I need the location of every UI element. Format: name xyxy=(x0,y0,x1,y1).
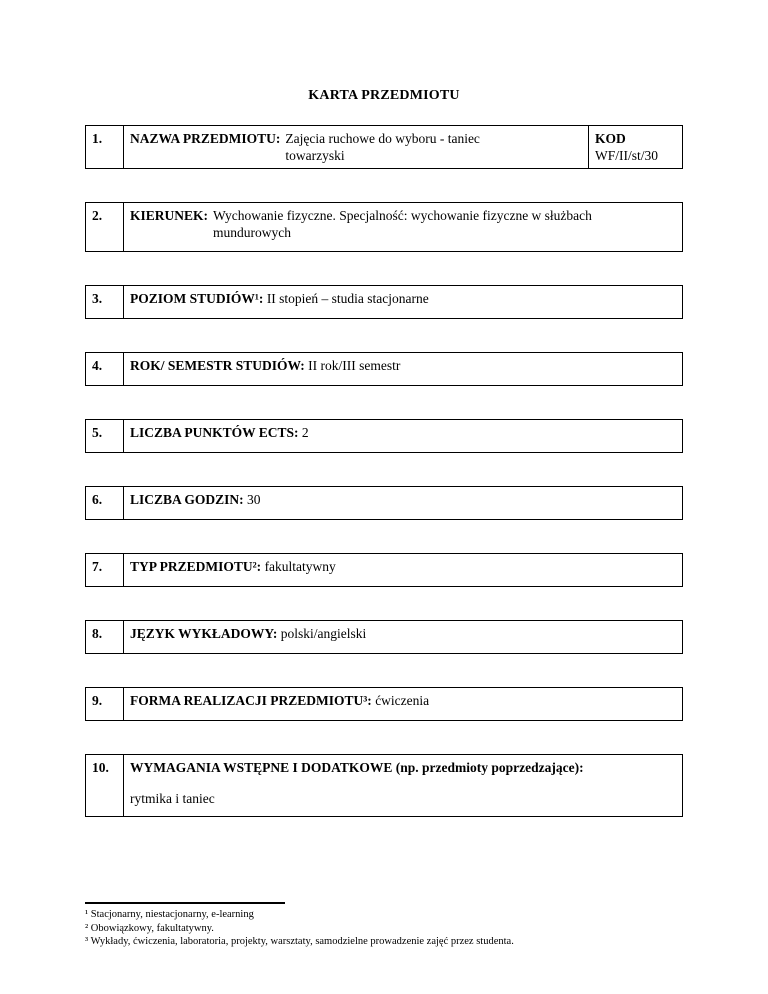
row-number: 4. xyxy=(86,353,124,386)
row-table-8 xyxy=(85,620,683,654)
row-value: Zajęcia ruchowe do wyboru - taniec towarzyski xyxy=(285,131,480,163)
footnote-1: ¹ Stacjonarny, niestacjonarny, e-learning xyxy=(85,909,254,920)
table-row xyxy=(86,203,683,252)
row-content xyxy=(124,621,683,654)
row-content xyxy=(124,420,683,453)
row-content xyxy=(124,688,683,721)
table-row xyxy=(86,688,683,721)
row-text xyxy=(130,207,676,241)
row-table-4 xyxy=(85,352,683,386)
row-value: fakultatywny xyxy=(264,559,336,574)
row-value: 2 xyxy=(301,425,309,440)
table-row xyxy=(86,286,683,319)
row-table-10 xyxy=(85,754,683,817)
kod-label: KOD xyxy=(595,131,626,146)
table-row xyxy=(86,621,683,654)
row-label: FORMA REALIZACJI PRZEDMIOTU³: xyxy=(130,693,372,708)
row-number: 9. xyxy=(86,688,124,721)
row-label: WYMAGANIA WSTĘPNE I DODATKOWE (np. przedmioty poprzedzające): xyxy=(130,760,584,775)
row-content xyxy=(124,755,683,817)
row-number: 8. xyxy=(86,621,124,654)
row-table-6 xyxy=(85,486,683,520)
row-value: polski/angielski xyxy=(280,626,367,641)
row-label: LICZBA GODZIN: xyxy=(130,492,244,507)
row-number: 6. xyxy=(86,487,124,520)
row-label: KIERUNEK: xyxy=(130,208,209,223)
row-label: POZIOM STUDIÓW¹: xyxy=(130,291,264,306)
footnotes-section xyxy=(85,902,683,949)
row-number: 7. xyxy=(86,554,124,587)
row-label: NAZWA PRZEDMIOTU: xyxy=(130,131,281,146)
footnote-3: ³ Wykłady, ćwiczenia, laboratoria, projekty, warsztaty, samodzielne prowadzenie zajęć przez studenta. xyxy=(85,936,514,947)
row-label: JĘZYK WYKŁADOWY: xyxy=(130,626,278,641)
row-content xyxy=(124,286,683,319)
table-row xyxy=(86,554,683,587)
table-row xyxy=(86,755,683,817)
row-label: TYP PRZEDMIOTU²: xyxy=(130,559,262,574)
row-content xyxy=(124,203,683,252)
row-table-9 xyxy=(85,687,683,721)
row-table-3 xyxy=(85,285,683,319)
row-label: LICZBA PUNKTÓW ECTS: xyxy=(130,425,299,440)
row-number: 5. xyxy=(86,420,124,453)
row-content xyxy=(124,353,683,386)
row-table-1 xyxy=(85,125,683,169)
row-table-5 xyxy=(85,419,683,453)
table-row xyxy=(86,353,683,386)
row-table-7 xyxy=(85,553,683,587)
row-number: 1. xyxy=(86,126,124,169)
row-table-2 xyxy=(85,202,683,252)
kod-cell xyxy=(589,126,683,169)
footnote-separator-rule xyxy=(85,902,285,904)
row-content xyxy=(124,554,683,587)
row-value: II rok/III semestr xyxy=(308,358,401,373)
row-value: 30 xyxy=(247,492,261,507)
row-value: Wychowanie fizyczne. Specjalność: wychowanie fizyczne w służbach mundurowych xyxy=(213,208,592,240)
document-content xyxy=(85,87,683,949)
table-row xyxy=(86,126,683,169)
row-number: 10. xyxy=(86,755,124,817)
row-value: II stopień – studia stacjonarne xyxy=(266,291,429,306)
row-label: ROK/ SEMESTR STUDIÓW: xyxy=(130,358,305,373)
kod-value: WF/II/st/30 xyxy=(595,148,658,163)
table-row xyxy=(86,420,683,453)
row-text xyxy=(130,130,582,164)
row-number: 3. xyxy=(86,286,124,319)
table-row xyxy=(86,487,683,520)
document-title: KARTA PRZEDMIOTU xyxy=(308,88,460,103)
row-content xyxy=(124,126,589,169)
footnote-2: ² Obowiązkowy, fakultatywny. xyxy=(85,922,214,934)
row-value: ćwiczenia xyxy=(375,693,430,708)
row-value: rytmika i taniec xyxy=(130,791,215,806)
row-content xyxy=(124,487,683,520)
row-number: 2. xyxy=(86,203,124,252)
